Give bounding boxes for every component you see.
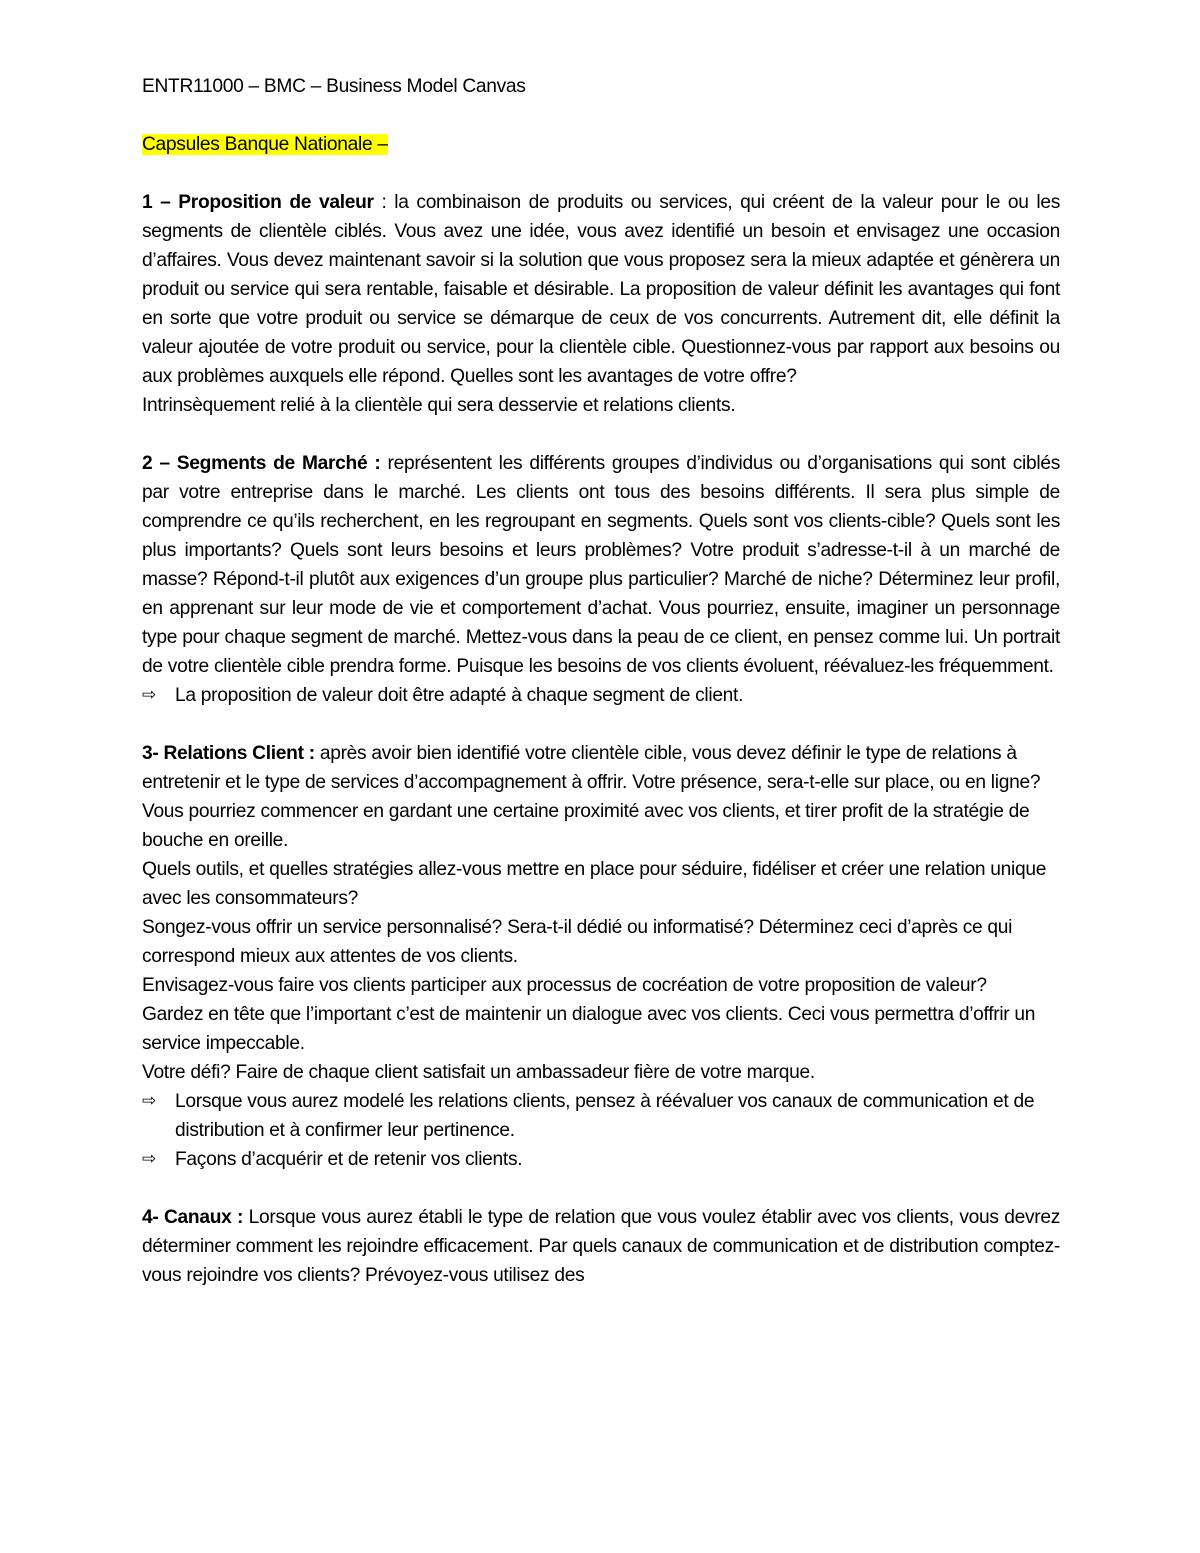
section-4-paragraph [142, 1203, 1060, 1290]
section-3-line: Votre défi? Faire de chaque client satisfait un ambassadeur fière de votre marque. [142, 1062, 815, 1083]
section-3-line: Quels outils, et quelles stratégies allez-vous mettre en place pour séduire, fidéliser et créer une relation unique avec les consommateurs? [142, 859, 1047, 909]
section-3-bullet [142, 1145, 1060, 1174]
section-2-bullet-text: La proposition de valeur doit être adapté à chaque segment de client. [175, 685, 744, 706]
section-3-bullet-text: Lorsque vous aurez modelé les relations clients, pensez à réévaluer vos canaux de communication et de distribution et à confirmer leur pertinence. [175, 1091, 1035, 1141]
section-3-bullet-text: Façons d’acquérir et de retenir vos clients. [175, 1149, 523, 1170]
highlighted-title [142, 130, 1060, 159]
section-4-body: Lorsque vous aurez établi le type de relation que vous voulez établir avec vos clients, vous devrez déterminer comment les rejoindre efficacement. Par quels canaux de communication et de distribution comptez-vous rejoindre vos clients? Prévoyez-vous utilisez des [142, 1207, 1060, 1286]
section-1-separator: : [373, 192, 395, 213]
section-3-line: Songez-vous offrir un service personnalisé? Sera-t-il dédié ou informatisé? Déterminez ceci d’après ce qui correspond mieux aux attentes de vos clients. [142, 917, 1013, 967]
section-4-heading: 4- Canaux : [142, 1207, 244, 1228]
section-3-paragraph [142, 739, 1060, 855]
highlighted-title-text: Capsules Banque Nationale – [142, 134, 388, 155]
section-3-bullet [142, 1087, 1060, 1145]
section-1-paragraph [142, 188, 1060, 391]
section-3-body: après avoir bien identifié votre clientèle cible, vous devez définir le type de relations à entretenir et le type de services d’accompagnement à offrir. Votre présence, sera-t-elle sur place, ou en ligne? Vous pourriez commencer en gardant une certaine proximité avec vos clients, et tirer profit de la stratégie de bouche en oreille. [142, 743, 1041, 851]
section-1-body: la combinaison de produits ou services, qui créent de la valeur pour le ou les segments de clientèle ciblés. Vous avez une idée, vous avez identifié un besoin et envisagez une occasion d’affaires. Vous devez maintenant savoir si la solution que vous proposez sera la mieux adaptée et génèrera un produit ou service qui sera rentable, faisable et désirable. La proposition de valeur définit les avantages qui font en sorte que votre produit ou service se démarque de ceux de vos concurrents. Autrement dit, elle définit la valeur ajoutée de votre produit ou service, pour la clientèle cible. Questionnez-vous par rapport aux besoins ou aux problèmes auxquels elle répond. Quelles sont les avantages de votre offre? [142, 192, 1060, 387]
document-header: ENTR11000 – BMC – Business Model Canvas [142, 76, 526, 97]
section-1-heading: 1 – Proposition de valeur [142, 192, 374, 213]
section-2-heading: 2 – Segments de Marché : [142, 453, 381, 474]
section-1-extra: Intrinsèquement relié à la clientèle qui sera desservie et relations clients. [142, 395, 736, 416]
right-arrow-outline-icon: ⇨ [142, 1149, 156, 1169]
section-2-body: représentent les différents groupes d’individus ou d’organisations qui sont ciblés par votre entreprise dans le marché. Les clients ont tous des besoins différents. Il sera plus simple de comprendre ce qu’ils recherchent, en les regroupant en segments. Quels sont vos clients-cible? Quels sont les plus importants? Quels sont leurs besoins et leurs problèmes? Votre produit s’adresse-t-il à un marché de masse? Répond-t-il plutôt aux exigences d’un groupe plus particulier? Marché de niche? Déterminez leur profil, en apprenant sur leur mode de vie et comportement d’achat. Vous pourriez, ensuite, imaginer un personnage type pour chaque segment de marché. Mettez-vous dans la peau de ce client, en pensez comme lui. Un portrait de votre clientèle cible prendra forme. Puisque les besoins de vos clients évoluent, réévaluez-les fréquemment. [142, 453, 1060, 677]
section-3-heading: 3- Relations Client : [142, 743, 315, 764]
section-3-line: Envisagez-vous faire vos clients participer aux processus de cocréation de votre proposition de valeur? [142, 975, 987, 996]
section-2-paragraph [142, 449, 1060, 681]
right-arrow-outline-icon: ⇨ [142, 685, 156, 705]
right-arrow-outline-icon: ⇨ [142, 1091, 156, 1111]
section-3-line: Gardez en tête que l’important c’est de maintenir un dialogue avec vos clients. Ceci vous permettra d’offrir un service impeccable. [142, 1004, 1036, 1054]
section-2-bullet [142, 681, 1060, 710]
